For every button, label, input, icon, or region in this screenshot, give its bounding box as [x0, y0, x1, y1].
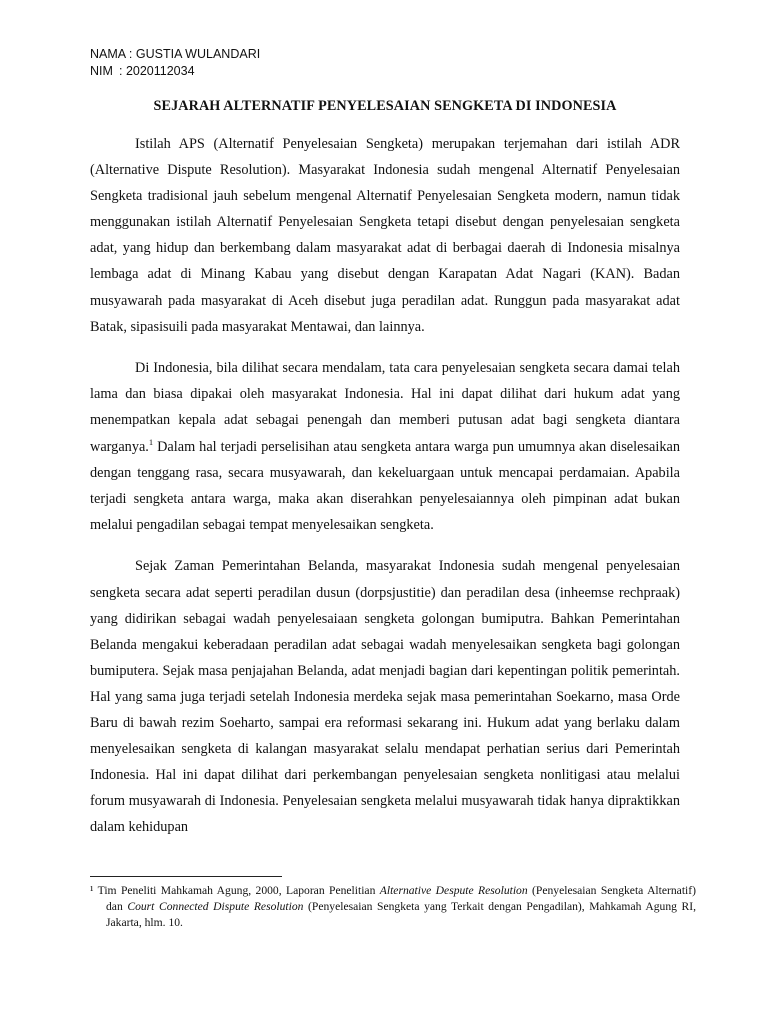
- footnote-italic-1: Alternative Despute Resolution: [379, 884, 528, 897]
- name-line: [90, 46, 260, 63]
- student-info: [90, 46, 260, 79]
- footnote-marker: ¹: [90, 884, 94, 897]
- footnote-text-2: (Penyelesaian Sengketa Alternatif) dan: [106, 884, 696, 913]
- footnote-divider: [90, 876, 282, 877]
- paragraph-2-text-b: Dalam hal terjadi perselisihan atau sengketa antara warga pun umumnya akan diselesaikan dengan tenggang rasa, secara musyawarah, dan kekeluargaan untuk mencapai perdamaian. Apabila terjadi sengketa antara warga, maka akan diserahkan penyelesaiannya oleh pimpinan adat bukan melalui pengadilan sebagai tempat menyelesaikan sengketa.: [90, 438, 680, 533]
- nim-line: [90, 63, 260, 80]
- footnote-1: [90, 883, 696, 931]
- paragraph-2-text-a: Di Indonesia, bila dilihat secara mendalam, tata cara penyelesaian sengketa secara damai telah lama dan biasa dipakai oleh masyarakat Indonesia. Hal ini dapat dilihat dari hukum adat yang menempatkan kepala adat sebagai penengah dan memberi putusan adat bagi sengketa diantara warganya.: [90, 360, 680, 455]
- paragraph-3: Sejak Zaman Pemerintahan Belanda, masyarakat Indonesia sudah mengenal penyelesaian sengketa secara adat seperti peradilan dusun (dorpsjustitie) dan peradilan desa (inheemse rechpraak) yang didirikan sebagai wadah penyelesaiaan sengketa golongan bumiputra. Bahkan Pemerintahan Belanda mengakui keberadaan peradilan adat sebagai wadah menyelesaikan sengketa bagi golongan bumiputera. Sejak masa penjajahan Belanda, adat menjadi bagian dari kepentingan politik pemerintah. Hal yang sama juga terjadi setelah Indonesia merdeka sejak masa pemerintahan Soekarno, masa Orde Baru di bawah rezim Soeharto, sampai era reformasi sekarang ini. Hukum adat yang berlaku dalam menyelesaikan sengketa di kalangan masyarakat selalu mendapat perhatian serius dari Pemerintah Indonesia. Hal ini dapat dilihat dari perkembangan penyelesaian sengketa nonlitigasi atau melalui forum musyawarah di Indonesia. Penyelesaian sengketa melalui musyawarah tidak hanya dipraktikkan dalam kehidupan: [90, 558, 680, 836]
- document-body: [90, 131, 680, 856]
- footnote-text-1: Tim Peneliti Mahkamah Agung, 2000, Laporan Penelitian: [93, 884, 380, 897]
- name-label: NAMA: [90, 47, 126, 61]
- document-title: SEJARAH ALTERNATIF PENYELESAIAN SENGKETA DI INDONESIA: [153, 98, 617, 114]
- name-value: : GUSTIA WULANDARI: [128, 47, 261, 61]
- nim-value: : 2020112034: [119, 63, 195, 78]
- paragraph-1: Istilah APS (Alternatif Penyelesaian Sengketa) merupakan terjemahan dari istilah ADR (Alternative Dispute Resolution). Masyarakat Indonesia sudah mengenal Alternatif Penyelesaian Sengketa tradisional jauh sebelum mengenal Alternatif Penyelesaian Sengketa modern, namun tidak menggunakan istilah Alternatif Penyelesaian Sengketa tetapi disebut dengan penyelesaian sengketa adat, yang hidup dan berkembang dalam masyarakat adat di berbagai daerah di Indonesia misalnya lembaga adat di Minang Kabau yang disebut dengan Karapatan Adat Nagari (KAN). Badan musyawarah pada masyarakat di Aceh disebut juga peradilan adat. Runggun pada masyarakat adat Batak, sipasisuili pada masyarakat Mentawai, dan lainnya.: [90, 136, 680, 335]
- paragraph-2: [90, 355, 680, 538]
- nim-label: NIM: [90, 63, 113, 78]
- footnote-text-3: (Penyelesaian Sengketa yang Terkait dengan Pengadilan), Mahkamah Agung RI, Jakarta, hlm. 10.: [106, 900, 696, 929]
- footnote-reference[interactable]: 1: [148, 436, 154, 447]
- footnote-italic-2: Court Connected Dispute Resolution: [127, 900, 304, 913]
